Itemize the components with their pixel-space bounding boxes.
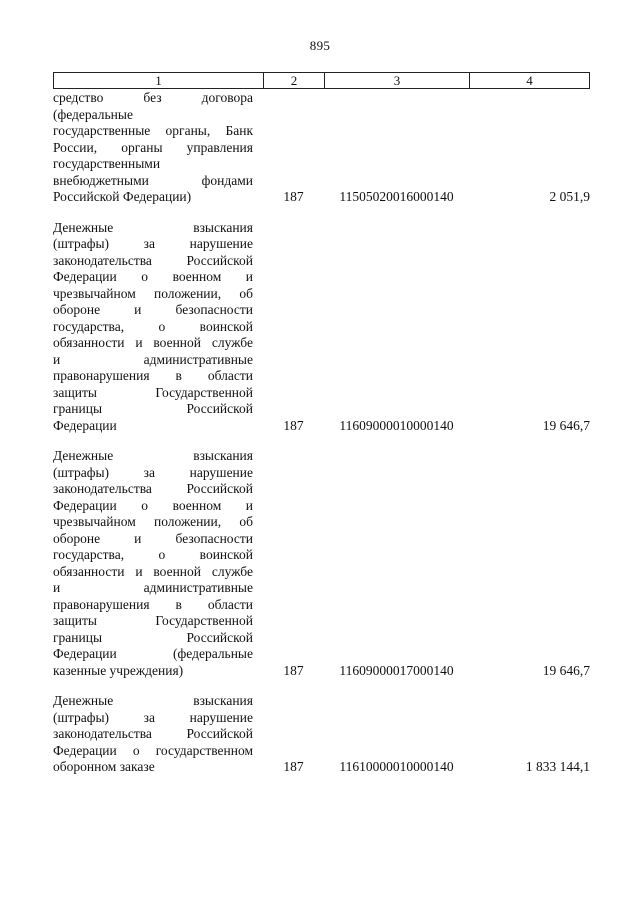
budget-classification-code: 11609000010000140 (339, 417, 454, 433)
budget-classification-code: 11610000010000140 (339, 759, 454, 774)
table-row (53, 220, 590, 435)
description-line: законодательства Российской (53, 726, 253, 741)
table-body (53, 90, 590, 790)
description-line: государства, о воинской (53, 547, 253, 562)
administrator-code: 187 (283, 662, 304, 678)
column-4-header: 4 (526, 73, 533, 88)
amount-value: 2 051,9 (549, 189, 590, 204)
description-line: обороне и безопасности (53, 302, 253, 317)
description-line: внебюджетными фондами (53, 172, 253, 188)
description-line: правонарушения в области (53, 368, 253, 383)
page-number: 895 (309, 38, 331, 53)
description-line: Денежные взыскания (53, 219, 253, 235)
row-description (53, 90, 253, 206)
description-line: Федерации о военном и (53, 497, 253, 513)
description-line: защиты Государственной (53, 384, 253, 400)
description-line: Денежные взыскания (53, 448, 253, 463)
description-line: чрезвычайном положении, об (53, 514, 253, 529)
amount-value: 19 646,7 (542, 417, 590, 433)
description-line: Денежные взыскания (53, 693, 253, 708)
description-line: (штрафы) за нарушение (53, 236, 253, 251)
administrator-code: 187 (283, 759, 304, 774)
description-line: границы Российской (53, 401, 253, 416)
description-line: государственные органы, Банк (53, 123, 253, 138)
description-line: и административные (53, 351, 253, 367)
description-line: (федеральные (53, 106, 133, 122)
budget-classification-code: 11609000017000140 (339, 662, 454, 678)
amount-value: 19 646,7 (542, 662, 590, 678)
description-line: государственными (53, 156, 161, 171)
amount-value: 1 833 144,1 (525, 759, 590, 774)
description-line: (штрафы) за нарушение (53, 709, 253, 725)
row-description (53, 220, 253, 435)
column-2-header: 2 (264, 73, 325, 88)
description-line: Российской Федерации) (53, 189, 192, 204)
description-line: Федерации (федеральные (53, 646, 253, 661)
description-line: Федерации о военном и (53, 269, 253, 284)
description-line: обязанности и военной службе (53, 563, 253, 579)
description-line: (штрафы) за нарушение (53, 464, 253, 480)
description-line: средство без договора (53, 90, 253, 105)
table-row (53, 693, 590, 776)
table-row (53, 90, 590, 206)
description-line: и административные (53, 580, 253, 595)
row-description (53, 693, 253, 776)
description-line: чрезвычайном положении, об (53, 285, 253, 301)
column-1-header: 1 (54, 73, 264, 88)
administrator-code: 187 (283, 189, 304, 204)
description-line: границы Российской (53, 629, 253, 645)
row-description (53, 448, 253, 679)
description-line: оборонном заказе (53, 759, 155, 774)
description-line: России, органы управления (53, 139, 253, 155)
description-line: законодательства Российской (53, 252, 253, 268)
description-line: законодательства Российской (53, 481, 253, 496)
administrator-code: 187 (283, 417, 304, 433)
description-line: Федерации о государственном (53, 742, 253, 758)
description-line: государства, о воинской (53, 318, 253, 334)
description-line: правонарушения в области (53, 596, 253, 612)
description-line: защиты Государственной (53, 613, 253, 628)
description-line: обязанности и военной службе (53, 335, 253, 350)
table-column-header (53, 72, 590, 89)
budget-classification-code: 11505020016000140 (339, 189, 454, 204)
table-row (53, 448, 590, 679)
description-line: обороне и безопасности (53, 530, 253, 546)
description-line: Федерации (53, 417, 117, 433)
description-line: казенные учреждения) (53, 662, 184, 678)
column-3-header: 3 (325, 73, 470, 88)
